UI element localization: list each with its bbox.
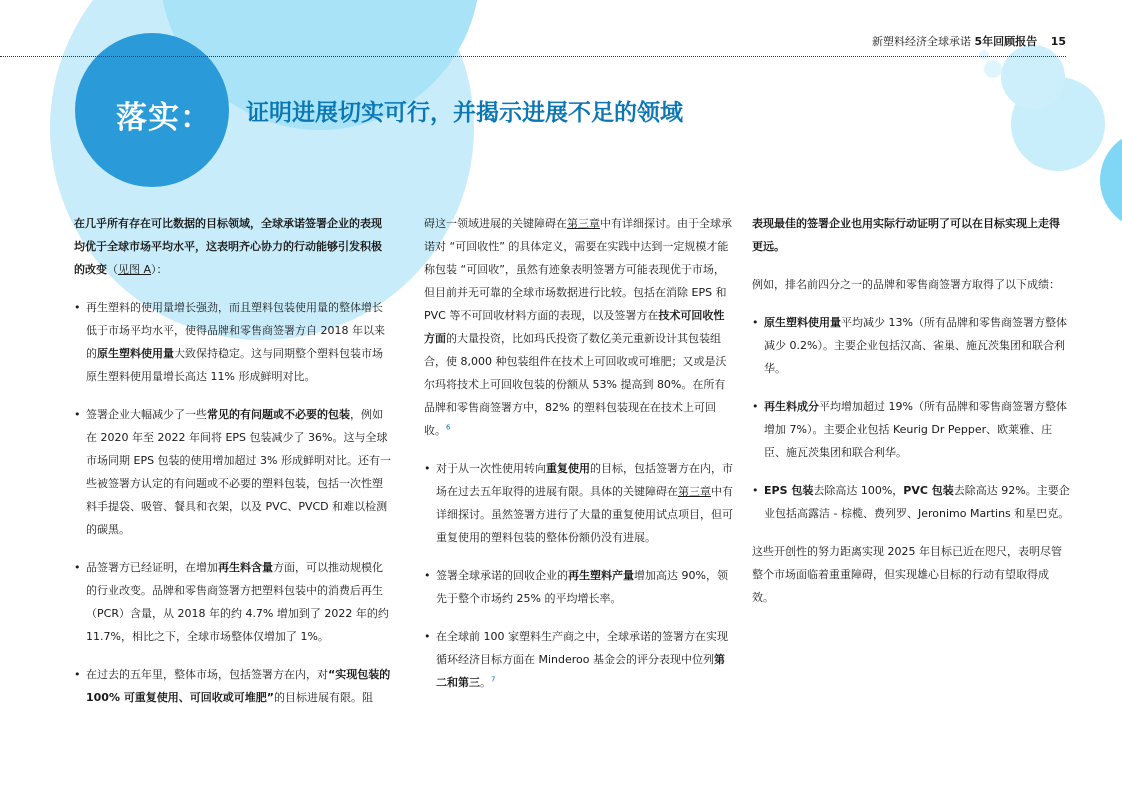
right-bubble-small (984, 60, 1002, 78)
column-1 (74, 212, 392, 724)
col3-outro: 这些开创性的努力距离实现 2025 年目标已近在咫尺，表明尽管整个市场面临着重重障碍，但实现雄心目标的行动有望取得成效。 (752, 545, 1062, 604)
chapter-three-link[interactable]: 第三章 (678, 485, 711, 498)
section-badge: 落实： (116, 100, 212, 136)
list-item-continuation: 碍这一领域进展的关键障碍在第三章中有详细探讨。由于全球承诺对 “可回收性” 的具体定义，需要在实践中达到一定规模才能称包装 “可回收”，虽然有迹象表明签署方可能表现优于市场，但目前并无可靠的全球市场数据进行比较。包括在消除 EPS 和 PVC 等不可回收材料方面的表现，以及签署方在技术可回收性方面的大量投资，比如玛氏投资了数亿美元重新设计其包装组合，使 8,000 种包装组件在技术上可回收或可堆肥；又或是沃尔玛将技术上可回收包装的份额从 53% 提高到 80%。在所有品牌和零售商签署方中，82% 的塑料包装现在在技术上可回收。$^6$ (424, 217, 732, 437)
col3-lead: 例如，排名前四分之一的品牌和零售商签署方取得了以下成绩： (752, 278, 1060, 291)
right-bubble-tiny (979, 50, 989, 60)
footnote-6: 6 (446, 423, 451, 432)
list-item: • 在过去的五年里，整体市场，包括签署方在内，对“实现包装的 100% 可重复使用、可回收或可堆肥”的目标进展有限。阻 (74, 663, 392, 709)
col1-intro: 在几乎所有存在可比数据的目标领域，全球承诺签署企业的表现均优于全球市场平均水平，这表明齐心协力的行动能够引发积极的改变（见图 A）： (74, 217, 382, 276)
col3-bullets (752, 311, 1070, 525)
list-item: • 再生塑料的使用量增长强劲，而且塑料包装使用量的整体增长低于市场平均水平，使得品牌和零售商签署方自 2018 年以来的原生塑料使用量大致保持稳定。这与同期整个塑料包装市场原生塑料使用量增长高达 11% 形成鲜明对比。 (74, 296, 392, 388)
col2-bullets (424, 212, 734, 694)
list-item: • 对于从一次性使用转向重复使用的目标，包括签署方在内，市场在过去五年取得的进展有限。具体的关键障碍在第三章中有详细探讨。虽然签署方进行了大量的重复使用试点项目，但可重复使用的塑料包装的整体份额仍没有进展。 (424, 457, 734, 549)
list-item: • EPS 包装去除高达 100%，PVC 包装去除高达 92%。主要企业包括高露洁 - 棕榄、费列罗、Jeronimo Martins 和星巴克。 (752, 479, 1070, 525)
report-title: 新塑料经济全球承诺 (872, 35, 972, 48)
footnote-7: 7 (491, 675, 496, 684)
list-item: • 再生料成分平均增加超过 19%（所有品牌和零售商签署方整体增加 7%）。主要企业包括 Keurig Dr Pepper、欧莱雅、庄臣、施瓦茨集团和联合利华。 (752, 395, 1070, 464)
list-item: • 在全球前 100 家塑料生产商之中，全球承诺的签署方在实现循环经济目标方面在 Minderoo 基金会的评分表现中位列第二和第三。$^7$ (424, 625, 734, 694)
page-number: 15 (1050, 35, 1066, 48)
header-divider (0, 56, 1066, 57)
col3-intro: 表现最佳的签署企业也用实际行动证明了可以在目标实现上走得更远。 (752, 217, 1060, 253)
chapter-three-link[interactable]: 第三章 (567, 217, 600, 230)
list-item: • 签署企业大幅减少了一些常见的有问题或不必要的包装，例如在 2020 年至 2022 年间将 EPS 包装减少了 36%。这与全球市场同期 EPS 包装的使用增加超过 3% 形成鲜明对比。还有一些被签署方认定的有问题或不必要的塑料包装，包括一次性塑料手提袋、吸管、餐具和衣架，以及 PVC、PVCD 和难以检测的碳黑。 (74, 403, 392, 541)
page-headline: 证明进展切实可行，并揭示进展不足的领域 (246, 100, 683, 126)
report-title-bold: 5年回顾报告 (974, 35, 1038, 48)
figure-a-link[interactable]: 见图 A (118, 263, 152, 276)
col1-bullets (74, 296, 392, 709)
column-2 (424, 212, 734, 709)
page-header (872, 33, 1066, 49)
list-item: • 原生塑料使用量平均减少 13%（所有品牌和零售商签署方整体减少 0.2%）。主要企业包括汉高、雀巢、施瓦茨集团和联合利华。 (752, 311, 1070, 380)
list-item: • 品签署方已经证明，在增加再生料含量方面，可以推动规模化的行业改变。品牌和零售商签署方把塑料包装中的消费后再生（PCR）含量，从 2018 年的约 4.7% 增加到了 2022 年的约 11.7%，相比之下，全球市场整体仅增加了 1%。 (74, 556, 392, 648)
right-bubble-medium (1001, 45, 1065, 109)
list-item: • 签署全球承诺的回收企业的再生塑料产量增加高达 90%，领先于整个市场约 25% 的平均增长率。 (424, 564, 734, 610)
column-3 (752, 212, 1070, 624)
edge-bubble (1100, 130, 1122, 230)
